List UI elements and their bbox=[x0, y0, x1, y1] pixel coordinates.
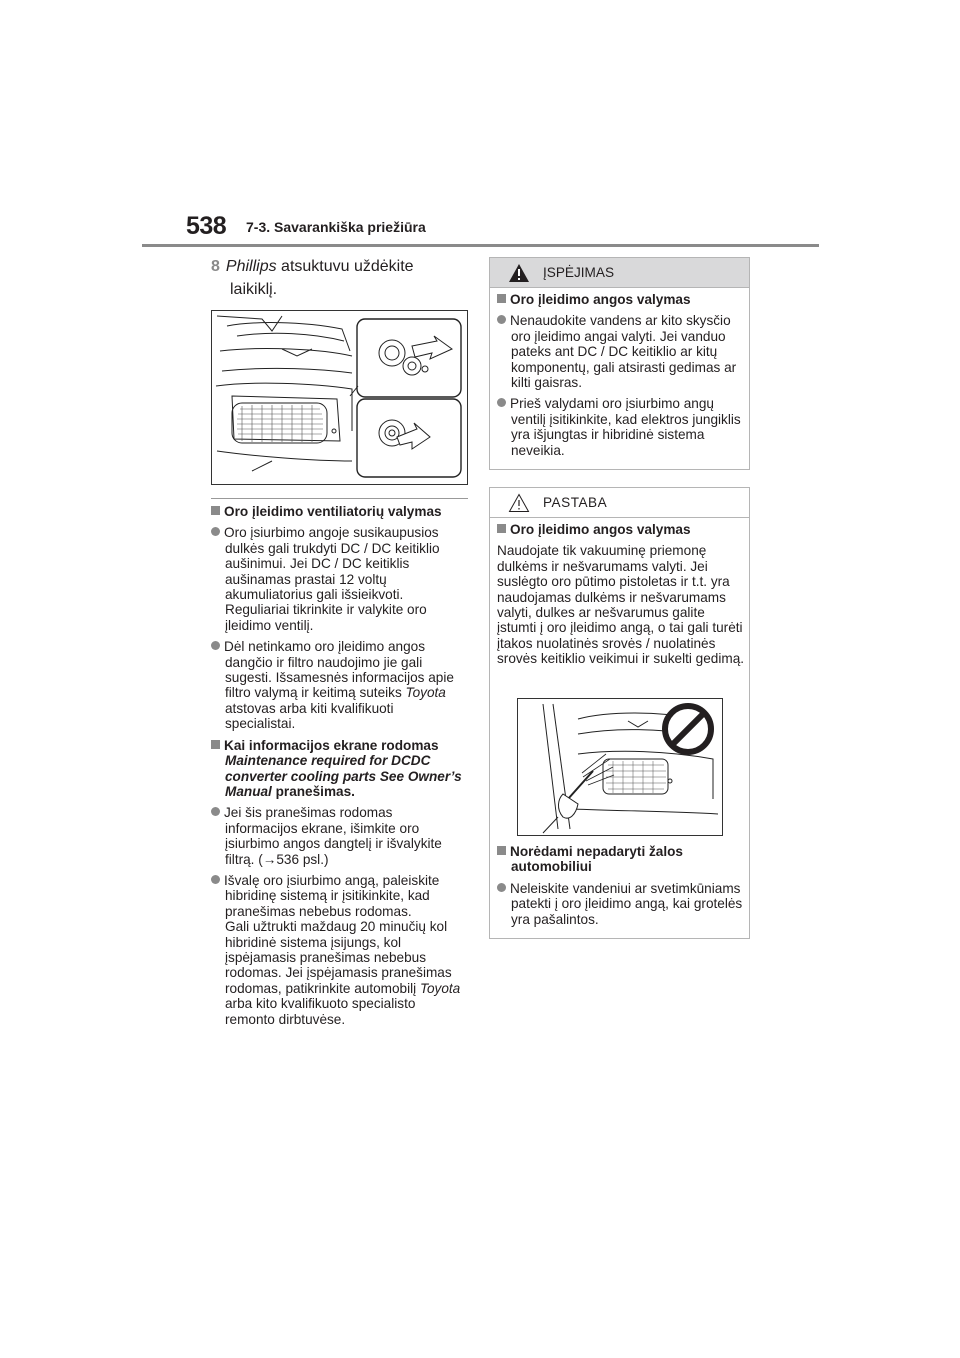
note-bullet-1 bbox=[497, 881, 745, 927]
page-number: 538 bbox=[186, 212, 227, 240]
heading-text: Oro įleidimo angos valymas bbox=[510, 522, 691, 537]
bullet-text: Oro įsiurbimo angoje susikaupusios dulkės gali trukdyti DC / DC keitiklio aušinimui. Jei DC / DC keitiklis aušinamas prastai 12 voltų akumuliatorius gali išsieikvoti. Reguliariai tikrinkite ir valykite oro įleidimo ventilį. bbox=[224, 525, 440, 633]
dot-bullet-icon bbox=[211, 641, 220, 650]
warning-heading bbox=[497, 292, 745, 307]
step-text: atsuktuvu uždėkite bbox=[276, 258, 414, 275]
heading-text: Kai informacijos ekrane rodomas bbox=[224, 737, 439, 753]
dot-bullet-icon bbox=[497, 315, 506, 324]
bullet-text: Neleiskite vandeniui ar svetimkūniams patekti į oro įleidimo angą, kai grotelės yra pašalintos. bbox=[510, 880, 743, 927]
note-heading-2 bbox=[497, 844, 745, 875]
note-paragraph: Naudojate tik vakuuminę priemonę dulkėms ir nešvarumams valyti. Jei suslėgto oro pūtimo pistoletas ir t.t. yra naudojamas dulkėms ir nešvarumams valyti, dulkes ar nešvarumus galite įstumti į oro įleidimo angą, o tai gali turėti įtakos nuolatinės srovės / nuolatinės srovės keitiklio veikimui ir sukelti gedimą. bbox=[497, 543, 745, 667]
note-title: PASTABA bbox=[543, 495, 608, 510]
heading-message bbox=[211, 738, 467, 800]
heading-text: Norėdami nepadaryti žalos automobiliui bbox=[510, 844, 683, 875]
step-8 bbox=[211, 255, 467, 301]
bullet-text: Prieš valydami oro įsiurbimo angų ventilį įsitikinkite, kad elektros jungiklis yra išjungtas ir hibridinė sistema neveikia. bbox=[510, 396, 741, 458]
square-bullet-icon bbox=[211, 740, 220, 749]
note-body-bottom bbox=[497, 844, 745, 927]
bullet-after-cleaning bbox=[211, 873, 467, 1027]
prohibited-brush-illustration bbox=[517, 698, 723, 836]
heading-text: Oro įleidimo ventiliatorių valymas bbox=[224, 504, 442, 519]
square-bullet-icon bbox=[497, 294, 506, 303]
step-number: 8 bbox=[211, 258, 220, 275]
dot-bullet-icon bbox=[211, 807, 220, 816]
prohibited-illustration-svg bbox=[518, 699, 722, 835]
clip-installation-illustration bbox=[211, 310, 468, 485]
bullet-text-end: arba kito kvalifikuoto specialisto remonto dirbtuvėse. bbox=[225, 996, 416, 1027]
note-heading-1 bbox=[497, 522, 745, 537]
display-message: Maintenance required for DCDC converter cooling parts See Owner’s Manual bbox=[225, 753, 462, 799]
header-divider bbox=[142, 244, 819, 247]
warning-title: ĮSPĖJIMAS bbox=[543, 265, 615, 280]
dot-bullet-icon bbox=[497, 883, 506, 892]
bullet-dust bbox=[211, 525, 467, 633]
bullet-text: Dėl netinkamo oro įleidimo angos dangčio ir filtro naudojimo jie gali sugesti. Išsamesnės informacijos apie filtro valymą ir keitimą suteiks bbox=[224, 639, 454, 701]
square-bullet-icon bbox=[211, 506, 220, 515]
warning-header bbox=[490, 258, 749, 288]
bullet-message-shown bbox=[211, 805, 467, 867]
note-header bbox=[490, 488, 749, 518]
page-reference[interactable]: 536 psl.) bbox=[276, 851, 329, 867]
left-column bbox=[211, 504, 467, 1027]
dot-bullet-icon bbox=[211, 527, 220, 536]
note-body-top bbox=[497, 522, 745, 667]
bullet-filter bbox=[211, 639, 467, 731]
clip-illustration-svg bbox=[212, 311, 467, 484]
bullet-text-2: Gali užtrukti maždaug 20 minučių kol hibridinė sistema įsijungs, kol įspėjamasis pranešimas nebebus rodomas. Jei įspėjamasis pranešimas rodomas, patikrinkite automobilį bbox=[225, 919, 452, 996]
warning-triangle-icon bbox=[508, 263, 530, 283]
square-bullet-icon bbox=[497, 846, 506, 855]
section-title: 7-3. Savarankiška priežiūra bbox=[246, 219, 426, 235]
bullet-text-end: atstovas arba kiti kvalifikuoti specialistai. bbox=[225, 700, 394, 732]
bullet-text: Jei šis pranešimas rodomas informacijos ekrane, išimkite oro įsiurbimo angos dangtelį ir išvalykite filtrą. ( bbox=[224, 805, 442, 867]
brand-name: Toyota bbox=[405, 685, 446, 701]
warning-bullet-1 bbox=[497, 313, 745, 390]
heading-text: Oro įleidimo angos valymas bbox=[510, 292, 691, 307]
warning-box bbox=[489, 257, 750, 470]
heading-ventilator-cleaning bbox=[211, 504, 467, 519]
step-text-2: laikiklį. bbox=[230, 281, 278, 298]
caution-outline-icon bbox=[508, 493, 530, 513]
step-italic: Phillips bbox=[225, 258, 277, 275]
bullet-text: Nenaudokite vandens ar kito skysčio oro įleidimo angai valyti. Jei vanduo pateks ant DC / DC keitiklio ar kitų komponentų, gali atsirasti gedimas ar kilti gaisras. bbox=[510, 313, 737, 391]
warning-bullet-2 bbox=[497, 396, 745, 458]
heading-text-end: pranešimas. bbox=[271, 783, 355, 799]
warning-body bbox=[497, 292, 745, 458]
dot-bullet-icon bbox=[497, 398, 506, 407]
arrow-icon: → bbox=[262, 851, 277, 867]
square-bullet-icon bbox=[497, 524, 506, 533]
brand-name: Toyota bbox=[419, 980, 461, 996]
dot-bullet-icon bbox=[211, 875, 220, 884]
bullet-text: Išvalę oro įsiurbimo angą, paleiskite hibridinę sistemą ir įsitikinkite, kad pranešimas nebebus rodomas. bbox=[224, 872, 440, 919]
section-divider bbox=[211, 498, 468, 499]
